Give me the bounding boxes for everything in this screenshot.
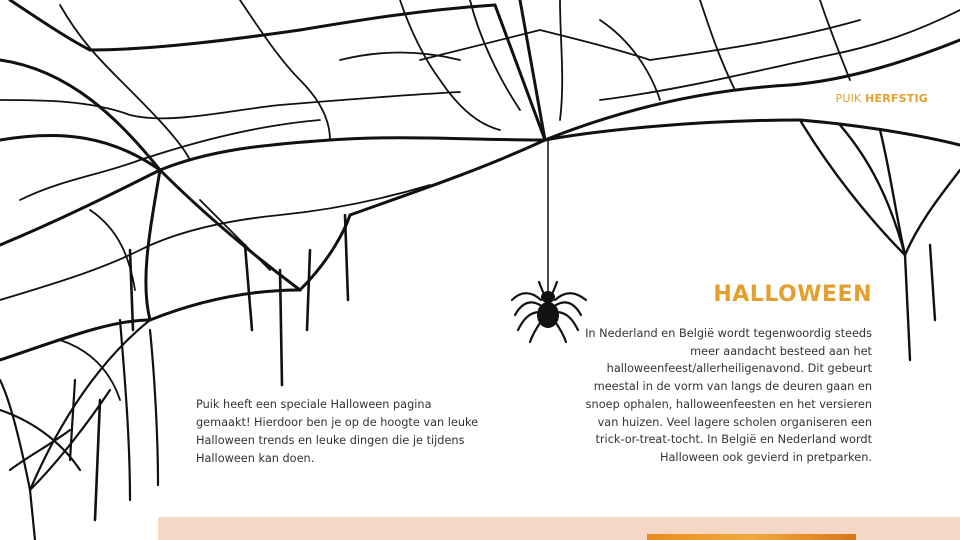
- brand-highlight: HERFSTIG: [865, 92, 928, 105]
- brand-logo: [835, 92, 928, 105]
- page-title: HALLOWEEN: [713, 282, 872, 307]
- brand-prefix: PUIK: [835, 92, 862, 105]
- intro-paragraph-right: In Nederland en België wordt tegenwoordig steeds meer aandacht besteed aan het halloweenfeest/allerheiligenavond. Dit gebeurt meestal in de vorm van langs de deuren gaan en snoep ophalen, halloweenfeesten en het versieren van huizen. Veel lagere scholen organiseren een trick-or-treat-tocht. In België en Nederland wordt Halloween ook gevierd in pretparken.: [585, 327, 872, 464]
- intro-paragraph-left: Puik heeft een speciale Halloween pagina gemaakt! Hierdoor ben je op de hoogte van leuke Halloween trends en leuke dingen die je tijdens Halloween kan doen.: [196, 398, 479, 465]
- bottom-image-preview: [647, 534, 856, 540]
